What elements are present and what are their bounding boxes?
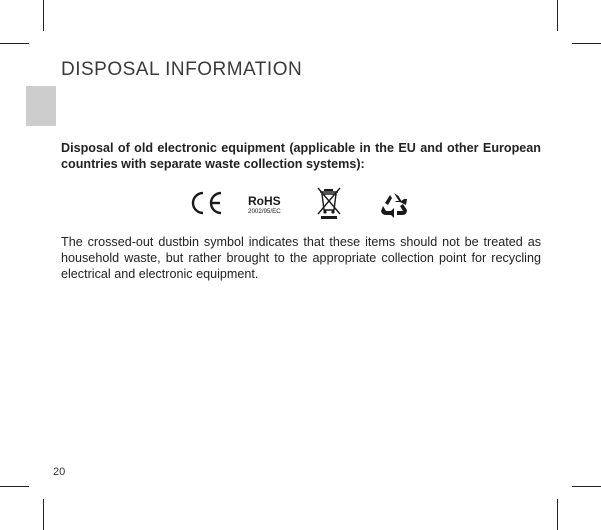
rohs-code: 2002/95/EC [248, 208, 281, 215]
crossed-out-dustbin-icon [315, 186, 343, 220]
ce-mark-icon [188, 190, 224, 216]
crop-mark-top-right-horizontal [572, 43, 601, 44]
crop-mark-top-left-vertical [43, 0, 44, 31]
page-title: DISPOSAL INFORMATION [61, 59, 303, 80]
page-number: 20 [53, 466, 66, 478]
disposal-explanation: The crossed-out dustbin symbol indicates that these items should not be treated as household waste, but rather brought to the appropriate collection point for recycling electrical and electronic equipment. [61, 235, 541, 281]
crop-mark-top-right-vertical [557, 0, 558, 31]
crop-mark-bottom-right-vertical [557, 499, 558, 530]
recycling-icon [378, 190, 410, 218]
crop-mark-top-left-horizontal [0, 43, 29, 44]
disposal-subheading: Disposal of old electronic equipment (applicable in the EU and other European countries with separate waste collection systems): [61, 141, 541, 171]
crop-mark-bottom-right-horizontal [572, 486, 601, 487]
section-tab-marker [26, 86, 56, 126]
crop-mark-bottom-left-vertical [43, 499, 44, 530]
compliance-marks [0, 186, 601, 220]
rohs-mark [246, 193, 290, 215]
rohs-title: RoHS [248, 194, 281, 208]
crop-mark-bottom-left-horizontal [0, 486, 29, 487]
